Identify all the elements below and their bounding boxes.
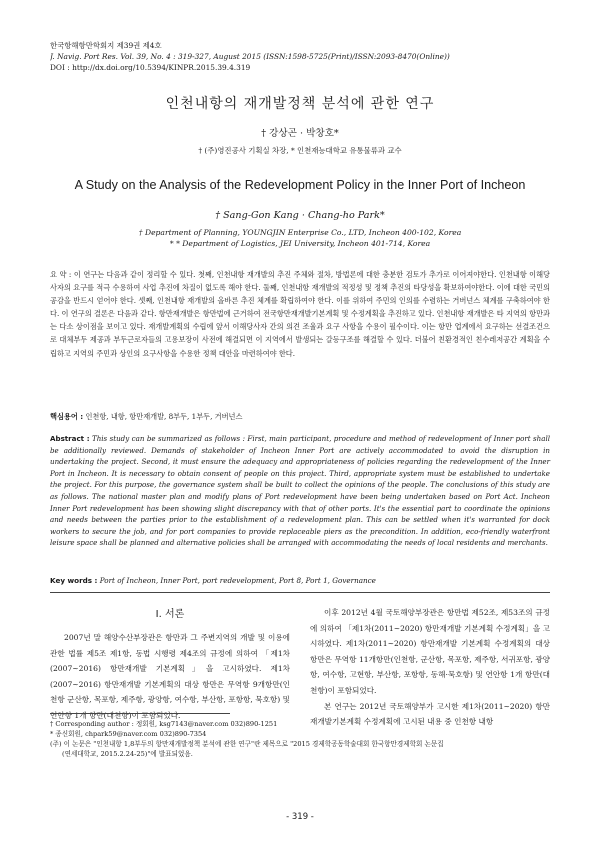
authors-english: † Sang-Gon Kang · Chang-ho Park*	[215, 210, 385, 221]
title-english: A Study on the Analysis of the Redevelopment Policy in the Inner Port of Incheon	[74, 178, 526, 192]
affiliation-korean: † (주)영진공사 기획실 차장, * 인천재능대학교 유통물류과 교수	[198, 146, 402, 155]
keywords-korean	[50, 412, 550, 422]
body-paragraph: 본 연구는 2012년 국토해양부가 고시한 제1차(2011~2020) 항만재개발기본계획 수정계획에 고시된 내용 중 인천항 내항	[310, 701, 550, 727]
footnote-note: (주) 이 논문은 "인천내항 1,8부두의 항만재개발정책 분석에 관한 연구"란 제목으로 "2015 경제학공동학술대회 한국항만경제학회 논문집	[50, 740, 444, 748]
title-korean: 인천내항의 재개발정책 분석에 관한 연구	[165, 96, 435, 112]
journal-header	[50, 40, 560, 73]
body-column-left	[50, 630, 290, 724]
section-heading-introduction: Ⅰ. 서론	[155, 609, 185, 620]
abstract-korean: 요 약 : 이 연구는 다음과 같이 정리할 수 있다. 첫째, 인천내항 재개발의 추진 주체와 절차, 방법론에 대한 충분한 검토가 추가로 이어져야한다. 인천내항 이해당사자의 요구를 적극 수용하여 사업 추진에 차질이 없도록 해야 한다. 둘째, 인천내항 재개발의 적정성 및 정책 추진의 타당성을 확보하여야한다. 이에 대한 국민의 공감을 반드시 얻어야 한다. 셋째, 인천내항 재개발의 올바른 추진 체계를 확립하여야 한다. 이를 위하여 주민의 인의를 수렴하는 거버넌스 체계를 구축하여야 한다. 이 연구의 결론은 다음과 같다. 항만재개발은 항만법에 근거하여 전국항만재개발기본계획 및 수정계획을 추진하고 있다. 인천내항 재개발은 타 지역의 항만과는 다소 상이점을 보이고 있다. 재개발계획의 수립에 앞서 이해당사자 간의 의견 조율과 요구 사항을 수용이 필수이다. 이는 항만 업계에서 요구하는 선결조건으로 대체부두 제공과 부두근로자들의 고용보장이 사전에 해결되면 이 지역에서 발생되는 갈등구조를 해결할 수 있다. 더불어 친환경적인 친수레저공간 계획을 수립하고 지역의 주민과 상인의 요구사항을 수용한 정책 대안을 마련하여야 한다.	[50, 270, 550, 358]
keywords-korean-text: 인천항, 내항, 항만재개발, 8부두, 1부두, 거버넌스	[85, 412, 243, 421]
authors-korean: † 강상곤 · 박창호*	[261, 128, 339, 139]
affiliation-english-line: † Department of Planning, YOUNGJIN Enterprise Co., LTD, Incheon 400-102, Korea	[138, 228, 462, 237]
keywords-english-text: Port of Incheon, Inner Port, port redevelopment, Port 8, Port 1, Governance	[99, 576, 376, 585]
abstract-english-text: This study can be summarized as follows : First, main participant, procedure and method of redevelopment of Inner port shall be additionally reviewed. Demands of stakeholder of Incheon Inner Port are actively accommodated to avoid the disruption in undertaking the project. Second, it must ensure the adequacy and appropriateness of policies regarding the redevelopment of the Inner Port in Incheon. It is necessary to obtain consent of people on this project. Third, appropriate system must be established to undertake the project. For this purpose, the governance system shall be built to collect the opinions of the people. The conclusions of this study are as follows. The national master plan and modify plans of Port redevelopment have been being undertaken based on Port Act. Incheon Inner Port redevelopment has been showing slight discrepancy with that of other ports. It's the essential part to coordinate the opinions and needs between the parties prior to the establishment of a redevelopment plan. This can be settled when it's warranted for dock workers to secure the job, and for port companies to provide replaceable piers as the precondition. In addition, eco-friendly waterfront leisure space shall be planned and alternative policies shall be arranged with accommodating the needs of local residents and merchants.	[50, 434, 551, 548]
page-number: - 319 -	[286, 812, 314, 822]
body-paragraph: 2007년 말 해양수산부장관은 항만과 그 주변지역의 개발 및 이용에 관한 법률 제5조 제1항, 동법 시행령 제4조의 규정에 의하여 「제1차(2007~2016) 항만재개발 기본계획」을 고시하였다. 제1차(2007~2016) 항만재개발 기본계획의 대상 항만은 무역항 9개항만(인천항 군산항, 목포항, 제주항, 광양항, 여수항, 부산항, 포항항, 묵호항) 및 연안항 1개 항만(대천항)이 포함되었다.	[50, 633, 290, 720]
affiliation-english	[0, 227, 600, 249]
keywords-english-label: Key words :	[50, 576, 98, 585]
abstract-english	[50, 433, 550, 549]
footnote-corresponding-author: † Corresponding author : 정회원, ksg7143@naver.com 032)890-1251	[50, 720, 278, 728]
affiliation-english-line: * * Department of Logistics, JEI University, Incheon 401-714, Korea	[169, 239, 431, 248]
keywords-korean-label: 핵심용어 :	[50, 412, 84, 421]
abstract-english-label: Abstract :	[50, 434, 90, 443]
footnotes	[50, 719, 550, 759]
divider	[50, 592, 550, 593]
keywords-english	[50, 576, 550, 585]
journal-citation: J. Navig. Port Res. Vol. 39, No. 4 : 319-327, August 2015 (ISSN:1598-5725(Print)/ISSN:2093-8470(Online))	[50, 52, 450, 61]
body-paragraph: 이후 2012년 4월 국토해양부장관은 항만법 제52조, 제53조의 규정에 의하여 「제1차(2011~2020) 항만재개발 기본계획 수정계획」을 고시하였다. 제1차(2011~2020) 항만재개발 기본계획 수정계획의 대상 항만은 무역항 11개항만(인천항, 군산항, 목포항, 제주항, 서귀포항, 광양항, 여수항, 고현항, 부산항, 포항항, 동해·묵호항) 및 연안항 1개 항만(대천항)이 포함되었다.	[310, 608, 550, 695]
footnote-divider	[50, 713, 230, 714]
footnote-note-continued: (연세대학교, 2015.2.24-25)"에 발표되었음.	[62, 750, 193, 758]
footnote-coauthor: * 종신회원, chpark59@naver.com 032)890-7354	[50, 730, 207, 738]
body-column-right	[310, 605, 550, 730]
doi-line: DOI : http://dx.doi.org/10.5394/KINPR.2015.39.4.319	[50, 63, 251, 72]
journal-name-ko: 한국항해항만학회지 제39권 제4호	[50, 41, 162, 50]
